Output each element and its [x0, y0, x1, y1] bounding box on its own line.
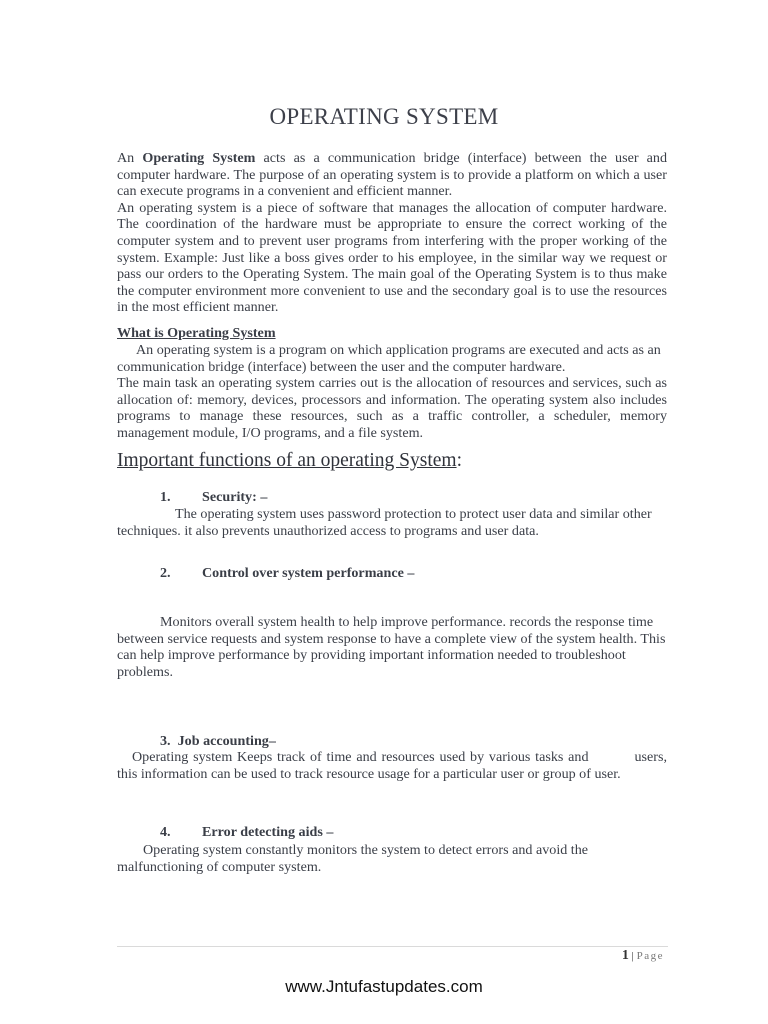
item-title: Control over system performance –: [202, 565, 415, 581]
job-accounting-text-a: Operating system Keeps track of time and resources used by various tasks and: [132, 749, 589, 765]
page-number: [622, 948, 664, 964]
intro-lead: An: [117, 150, 143, 166]
intro-text: acts as a communication bridge (interface) between the user and computer hardware. The purpose of an operating system is to provide a platform on which a user can execute programs in a convenient and efficient manner.: [117, 150, 667, 200]
function-item-text: [117, 842, 667, 875]
page-number-separator: |: [628, 950, 637, 962]
item-number: 1.: [160, 489, 171, 505]
function-item-heading: [160, 565, 414, 582]
item-number: 4.: [160, 824, 171, 840]
item-number: 3.: [160, 733, 171, 749]
intro-section: [117, 150, 667, 316]
item-title: Security: –: [202, 489, 268, 505]
footer-divider: [117, 946, 668, 947]
functions-heading-text: Important functions of an operating System: [117, 450, 457, 471]
functions-heading: [117, 450, 462, 472]
page-title: OPERATING SYSTEM: [269, 104, 499, 129]
function-item-heading: [160, 733, 276, 750]
performance-text: Monitors overall system health to help improve performance. records the response time between service requests and system response to have a complete view of the system health. This can help improve performance by providing important information needed to troubleshoot problems.: [117, 614, 666, 680]
what-is-paragraph-2: The main task an operating system carries out is the allocation of resources and services, such as allocation of: memory, devices, processors and information. The operating system also includes programs to manage these resources, such as a traffic controller, a scheduler, memory management module, I/O programs, and a file system.: [117, 375, 667, 441]
function-item-text: [117, 749, 667, 782]
functions-heading-colon: :: [456, 450, 462, 471]
page-number-value: 1: [621, 948, 629, 963]
item-title: Job accounting–: [177, 733, 276, 749]
item-title: Error detecting aids –: [202, 824, 334, 840]
function-item-text: [117, 614, 667, 680]
function-item-heading: [160, 824, 333, 841]
intro-term: Operating System: [142, 150, 256, 166]
job-accounting-text-b: users, this information can be used to track resource usage for a particular user or group of user.: [117, 749, 667, 782]
security-text: The operating system uses password protection to protect user data and similar other techniques. it also prevents unauthorized access to programs and user data.: [117, 506, 652, 539]
item-number: 2.: [160, 565, 171, 581]
what-is-text-1: An operating system is a program on which application programs are executed and acts as an communication bridge (interface) between the user and the computer hardware.: [117, 342, 661, 375]
what-is-section: [117, 342, 667, 442]
intro-paragraph-1: [117, 150, 667, 200]
intro-paragraph-2: An operating system is a piece of software that manages the allocation of computer hardware. The coordination of the hardware must be appropriate to ensure the correct working of the computer system and to prevent user programs from interfering with the proper working of the system. Example: Just like a boss gives order to his employee, in the similar way we request or pass our orders to the Operating System. The main goal of the Operating System is to thus make the computer environment more convenient to use and the secondary goal is to use the resources in the most efficient manner.: [117, 199, 667, 316]
site-watermark-text: www.Jntufastupdates.com: [285, 977, 483, 996]
function-item-text: [117, 506, 667, 539]
error-detecting-text: Operating system constantly monitors the system to detect errors and avoid the malfunctioning of computer system.: [117, 842, 589, 875]
what-is-paragraph-1: [117, 342, 667, 375]
what-is-heading: What is Operating System: [117, 325, 276, 341]
page-label: Page: [636, 950, 664, 962]
function-item-heading: [160, 489, 267, 506]
